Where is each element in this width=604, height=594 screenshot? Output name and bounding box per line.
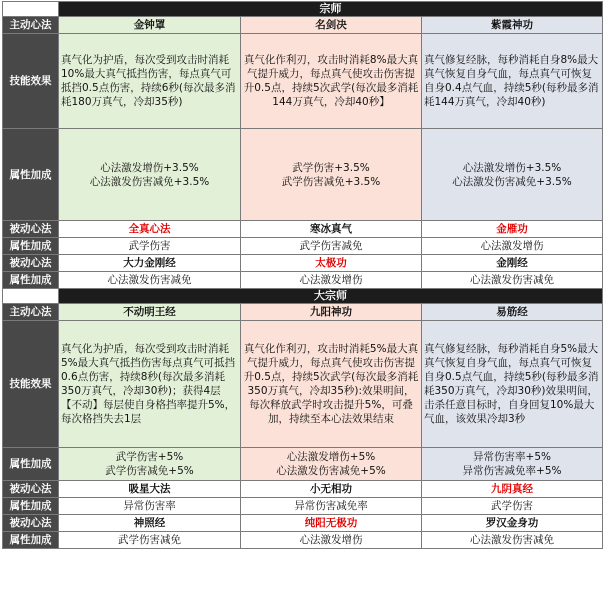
passive-skill: 全真心法: [59, 221, 241, 238]
row-label-attr: 属性加成: [3, 129, 59, 221]
passive-attr: 异常伤害减免率: [241, 498, 422, 515]
passive-attr: 武学伤害: [59, 238, 241, 255]
passive-attr: 心法激发伤害减免: [59, 272, 241, 289]
section-title-zongshi: 宗师: [59, 2, 603, 17]
main-skill-1: 金钟罩: [59, 17, 241, 34]
attr-bonus-2: 武学伤害+3.5% 武学伤害减免+3.5%: [241, 129, 422, 221]
row-label-attr: 属性加成: [3, 448, 59, 481]
attr-bonus-2: 心法激发增伤+5% 心法激发伤害减免+5%: [241, 448, 422, 481]
skill-comparison-table: [2, 1, 603, 549]
row-label-attr: 属性加成: [3, 498, 59, 515]
main-skill-1: 不动明王经: [59, 304, 241, 321]
attr-bonus-3: 异常伤害率+5% 异常伤害减免率+5%: [422, 448, 603, 481]
row-label-passive: 被动心法: [3, 255, 59, 272]
passive-skill: 大力金刚经: [59, 255, 241, 272]
row-label-passive: 被动心法: [3, 221, 59, 238]
passive-skill: 九阴真经: [422, 481, 603, 498]
passive-attr: 武学伤害减免: [59, 532, 241, 549]
row-label-attr: 属性加成: [3, 532, 59, 549]
passive-skill: 寒冰真气: [241, 221, 422, 238]
passive-attr: 武学伤害: [422, 498, 603, 515]
row-label-main-skill: 主动心法: [3, 17, 59, 34]
passive-skill: 金雁功: [422, 221, 603, 238]
skill-effect-1: 真气化为护盾，每次受到攻击时消耗5%最大真气抵挡伤害每点真气可抵挡0.6点伤害，持续8秒(每次最多消耗350万真气，冷却30秒)；获得4层【不动】每层使自身格挡率提升5%，每次格挡失去1层: [59, 321, 241, 448]
passive-attr: 心法激发增伤: [422, 238, 603, 255]
skill-effect-3: 真气修复经脉，每秒消耗自身5%最大真气恢复自身气血，每点真气可恢复自身0.5点气血，持续5秒(每秒最多消耗350万真气，冷却30秒)效果明间，击杀任意目标时，自身回复10%最大气血，该效果冷却3秒: [422, 321, 603, 448]
skill-effect-3: 真气修复经脉，每秒消耗自身8%最大真气恢复自身气血，每点真气可恢复自身0.4点气血，持续5秒(每秒最多消耗144万真气，冷却40秒): [422, 34, 603, 129]
passive-attr: 心法激发伤害减免: [422, 532, 603, 549]
skill-effect-2: 真气化作利刃，攻击时消耗8%最大真气提升威力，每点真气使攻击伤害提升0.5点，持续5次武学(每次最多消耗144万真气，冷却40秒】: [241, 34, 422, 129]
passive-skill: 金刚经: [422, 255, 603, 272]
row-label-passive: 被动心法: [3, 515, 59, 532]
passive-skill: 太极功: [241, 255, 422, 272]
passive-skill: 吸星大法: [59, 481, 241, 498]
main-skill-2: 九阳神功: [241, 304, 422, 321]
main-skill-2: 名剑决: [241, 17, 422, 34]
passive-attr: 心法激发增伤: [241, 272, 422, 289]
skill-effect-2: 真气化作利刃，攻击时消耗5%最大真气提升威力，每点真气使攻击伤害提升0.5点，持续5次武学(每次最多消耗350万真气，冷却35秒):效果明间，每次释放武学时攻击提升5%，可叠加，持续至本心法效果结束: [241, 321, 422, 448]
row-label-effect: 技能效果: [3, 34, 59, 129]
attr-bonus-3: 心法激发增伤+3.5% 心法激发伤害减免+3.5%: [422, 129, 603, 221]
passive-skill: 罗汉金身功: [422, 515, 603, 532]
passive-skill: 纯阳无极功: [241, 515, 422, 532]
passive-skill: 神照经: [59, 515, 241, 532]
row-label-main-skill: 主动心法: [3, 304, 59, 321]
attr-bonus-1: 武学伤害+5% 武学伤害减免+5%: [59, 448, 241, 481]
passive-skill: 小无相功: [241, 481, 422, 498]
passive-attr: 心法激发伤害减免: [422, 272, 603, 289]
section-title-dazongshi: 大宗师: [59, 289, 603, 304]
row-label-attr: 属性加成: [3, 238, 59, 255]
row-label-attr: 属性加成: [3, 272, 59, 289]
passive-attr: 武学伤害减免: [241, 238, 422, 255]
attr-bonus-1: 心法激发增伤+3.5% 心法激发伤害减免+3.5%: [59, 129, 241, 221]
main-skill-3: 紫霞神功: [422, 17, 603, 34]
main-skill-3: 易筋经: [422, 304, 603, 321]
row-label-effect: 技能效果: [3, 321, 59, 448]
row-label-passive: 被动心法: [3, 481, 59, 498]
passive-attr: 心法激发增伤: [241, 532, 422, 549]
passive-attr: 异常伤害率: [59, 498, 241, 515]
skill-effect-1: 真气化为护盾，每次受到攻击时消耗10%最大真气抵挡伤害，每点真气可抵挡0.5点伤害，持续6秒(每次最多消耗180万真气，冷却35秒): [59, 34, 241, 129]
